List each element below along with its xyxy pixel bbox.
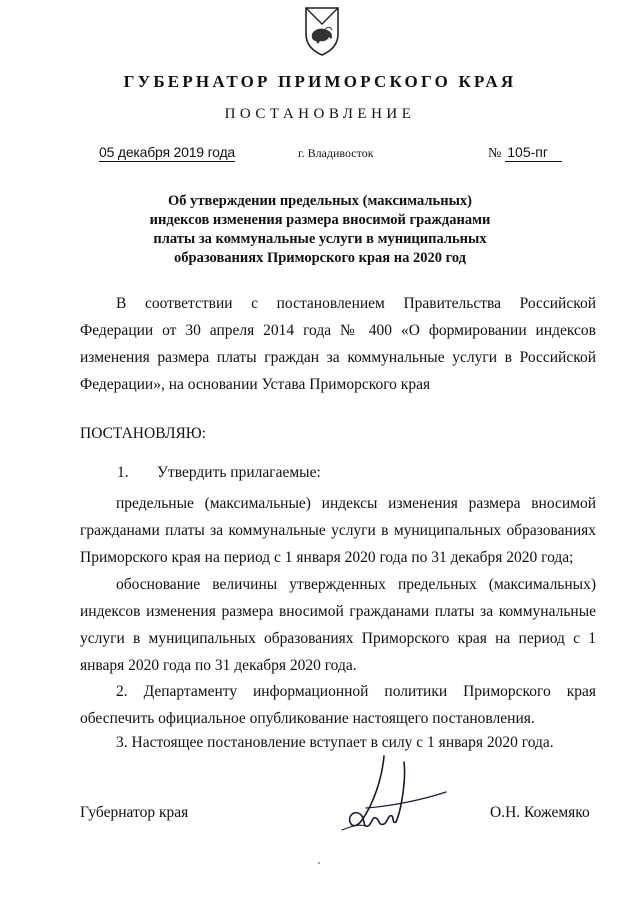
handwritten-signature-icon <box>322 748 452 848</box>
document-number: 105-пг <box>505 144 562 162</box>
heading-line: платы за коммунальные услуги в муниципальных <box>153 231 487 247</box>
document-type: ПОСТАНОВЛЕНИЕ <box>224 106 416 122</box>
document-heading <box>110 192 530 268</box>
issuing-authority: ГУБЕРНАТОР ПРИМОРСКОГО КРАЯ <box>123 72 517 91</box>
decree-word: ПОСТАНОВЛЯЮ: <box>80 425 207 442</box>
heading-line: индексов изменения размера вносимой гражданами <box>149 212 491 228</box>
item-1-subparagraph-indices: предельные (максимальные) индексы изменения размера вносимой гражданами платы за коммунальные услуги в муниципальных образованиях Приморского края на период с 1 января 2020 года по 31 декабря 2020 года; <box>80 495 596 566</box>
primorsky-coat-of-arms-icon <box>303 4 341 56</box>
number-sign: № <box>488 146 502 161</box>
document-date: 05 декабря 2019 года <box>99 144 236 160</box>
scan-speck <box>318 862 320 864</box>
item-3-paragraph: 3. Настоящее постановление вступает в силу с 1 января 2020 года. <box>116 734 554 751</box>
signatory-position: Губернатор края <box>80 804 189 821</box>
heading-line: Об утверждении предельных (максимальных) <box>168 193 472 209</box>
document-number-block <box>488 144 562 162</box>
document-city: г. Владивосток <box>298 146 374 160</box>
item-1-subparagraph-justification: обоснование величины утвержденных предельных (максимальных) индексов изменения размера вносимой гражданами платы за коммунальные услуги в муниципальных образованиях Приморского края на период с 1 января 2020 года по 31 декабря 2020 года. <box>80 576 596 674</box>
signatory-name: О.Н. Кожемяко <box>490 804 590 821</box>
item-1 <box>117 464 321 482</box>
item-1-number: 1. <box>117 464 129 481</box>
item-1-text: Утвердить прилагаемые: <box>157 464 321 481</box>
preamble-paragraph: В соответствии с постановлением Правительства Российской Федерации от 30 апреля 2014 года № 400 «О формировании индексов изменения размера платы граждан за коммунальные услуги в Российской Федерации», на основании Устава Приморского края <box>80 295 596 393</box>
heading-line: образованиях Приморского края на 2020 год <box>174 250 466 266</box>
item-2-paragraph: 2. Департаменту информационной политики Приморского края обеспечить официальное опубликование настоящего постановления. <box>80 683 596 727</box>
